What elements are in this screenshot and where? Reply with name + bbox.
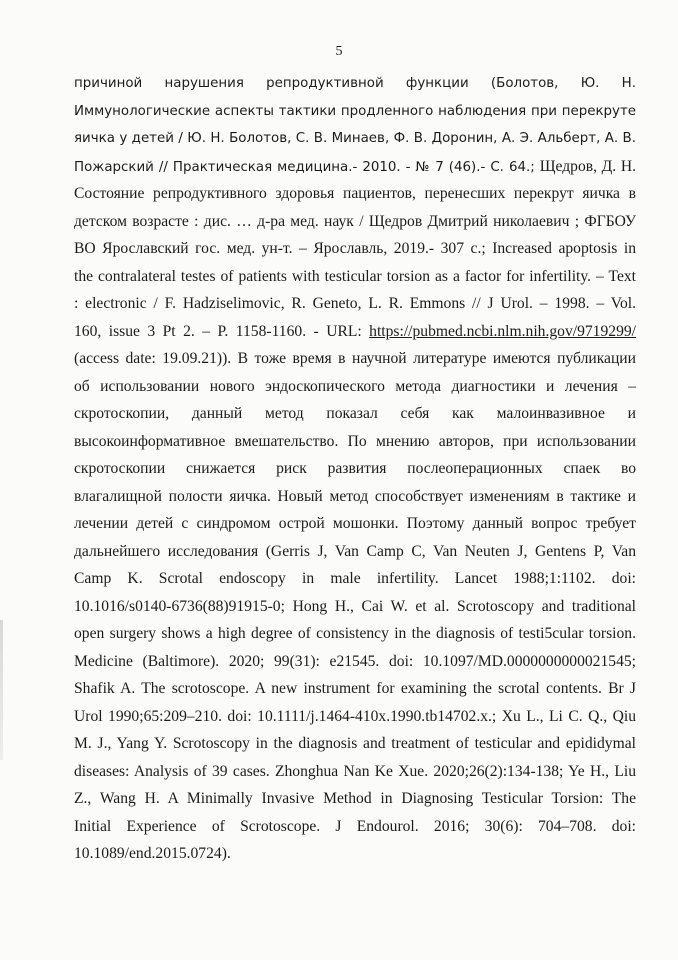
text-line-content: 160, issue 3 Pt 2. – P. 1158-1160. - URL:	[74, 322, 370, 340]
text-line: Shafik A. The scrotoscope. A new instrument for examining the scrotal contents. Br J	[74, 680, 636, 697]
text-line: об использовании нового эндоскопического метода диагностики и лечения –	[74, 377, 636, 395]
text-line: : electronic / F. Hadziselimovic, R. Geneto, L. R. Emmons // J Urol. – 1998. – Vol.	[74, 295, 636, 312]
text-line: 10.1089/end.2015.0724).	[74, 845, 231, 862]
scan-edge	[0, 620, 3, 760]
text-line: M. J., Yang Y. Scrotoscopy in the diagnosis and treatment of testicular and epididymal	[74, 735, 636, 752]
text-line: 10.1016/s0140-6736(88)91915-0; Hong H., Cai W. et al. Scrotoscopy and traditional	[74, 597, 636, 615]
text-line: Initial Experience of Scrotoscope. J Endourol. 2016; 30(6): 704–708. doi:	[74, 817, 636, 835]
text-line: детском возрасте : дис. … д-ра мед. наук / Щедров Дмитрий николаевич ; ФГБОУ	[74, 212, 636, 230]
text-line: дальнейшего исследования (Gerris J, Van Camp C, Van Neuten J, Gentens P, Van	[74, 542, 636, 560]
text-line: скротоскопии, данный метод показал себя как малоинвазивное и	[74, 405, 636, 422]
text-line: влагалищной полости яичка. Новый метод способствует изменениям в тактике и	[74, 487, 636, 505]
page-number: 5	[335, 44, 343, 59]
text-line: open surgery shows a high degree of consistency in the diagnosis of testi5cular torsion.	[74, 625, 636, 642]
text-line: скротоскопии снижается риск развития послеоперационных спаек во	[74, 460, 636, 477]
text-line: Camp K. Scrotal endoscopy in male infertility. Lancet 1988;1:1102. doi:	[74, 570, 636, 587]
text-line: Z., Wang H. A Minimally Invasive Method in Diagnosing Testicular Torsion: The	[74, 790, 636, 807]
text-line: ВО Ярославский гос. мед. ун-т. – Ярославль, 2019.- 307 с.; Increased apoptosis in	[74, 240, 636, 257]
text-line: diseases: Analysis of 39 cases. Zhonghua Nan Ke Xue. 2020;26(2):134-138; Ye H., Liu	[74, 762, 636, 780]
text-line: Иммунологические аспекты тактики продленного наблюдения при перекруте	[74, 103, 636, 119]
text-line: высокоинформативное вмешательство. По мнению авторов, при использовании	[74, 432, 636, 450]
text-line: яичка у детей / Ю. Н. Болотов, С. В. Минаев, Ф. В. Доронин, А. Э. Альберт, А. В.	[74, 131, 636, 146]
text-line: (access date: 19.09.21)). В тоже время в научной литературе имеются публикации	[74, 350, 636, 367]
text-line: Medicine (Baltimore). 2020; 99(31): e21545. doi: 10.1097/MD.0000000000021545;	[74, 652, 636, 670]
text-line: Состояние репродуктивного здоровья пациентов, перенесших перекрут яичка в	[74, 185, 636, 202]
text-line-serif-part: Щедров, Д. Н.	[539, 157, 636, 175]
text-line: Urol 1990;65:209–210. doi: 10.1111/j.1464-410x.1990.tb14702.x.; Xu L., Li C. Q., Qiu	[74, 707, 636, 725]
text-line	[74, 155, 636, 179]
text-line: причиной нарушения репродуктивной функции (Болотов, Ю. Н.	[74, 76, 636, 91]
text-line-sans-part: Пожарский // Практическая медицина.- 2010. - № 7 (46).- С. 64.;	[74, 159, 540, 175]
reference-link[interactable]: https://pubmed.ncbi.nlm.nih.gov/9719299/	[369, 322, 636, 340]
text-line: лечении детей с синдромом острой мошонки. Поэтому данный вопрос требует	[74, 515, 636, 532]
text-line	[74, 320, 636, 344]
text-line: the contralateral testes of patients with testicular torsion as a factor for infertility. – Text	[74, 267, 636, 285]
